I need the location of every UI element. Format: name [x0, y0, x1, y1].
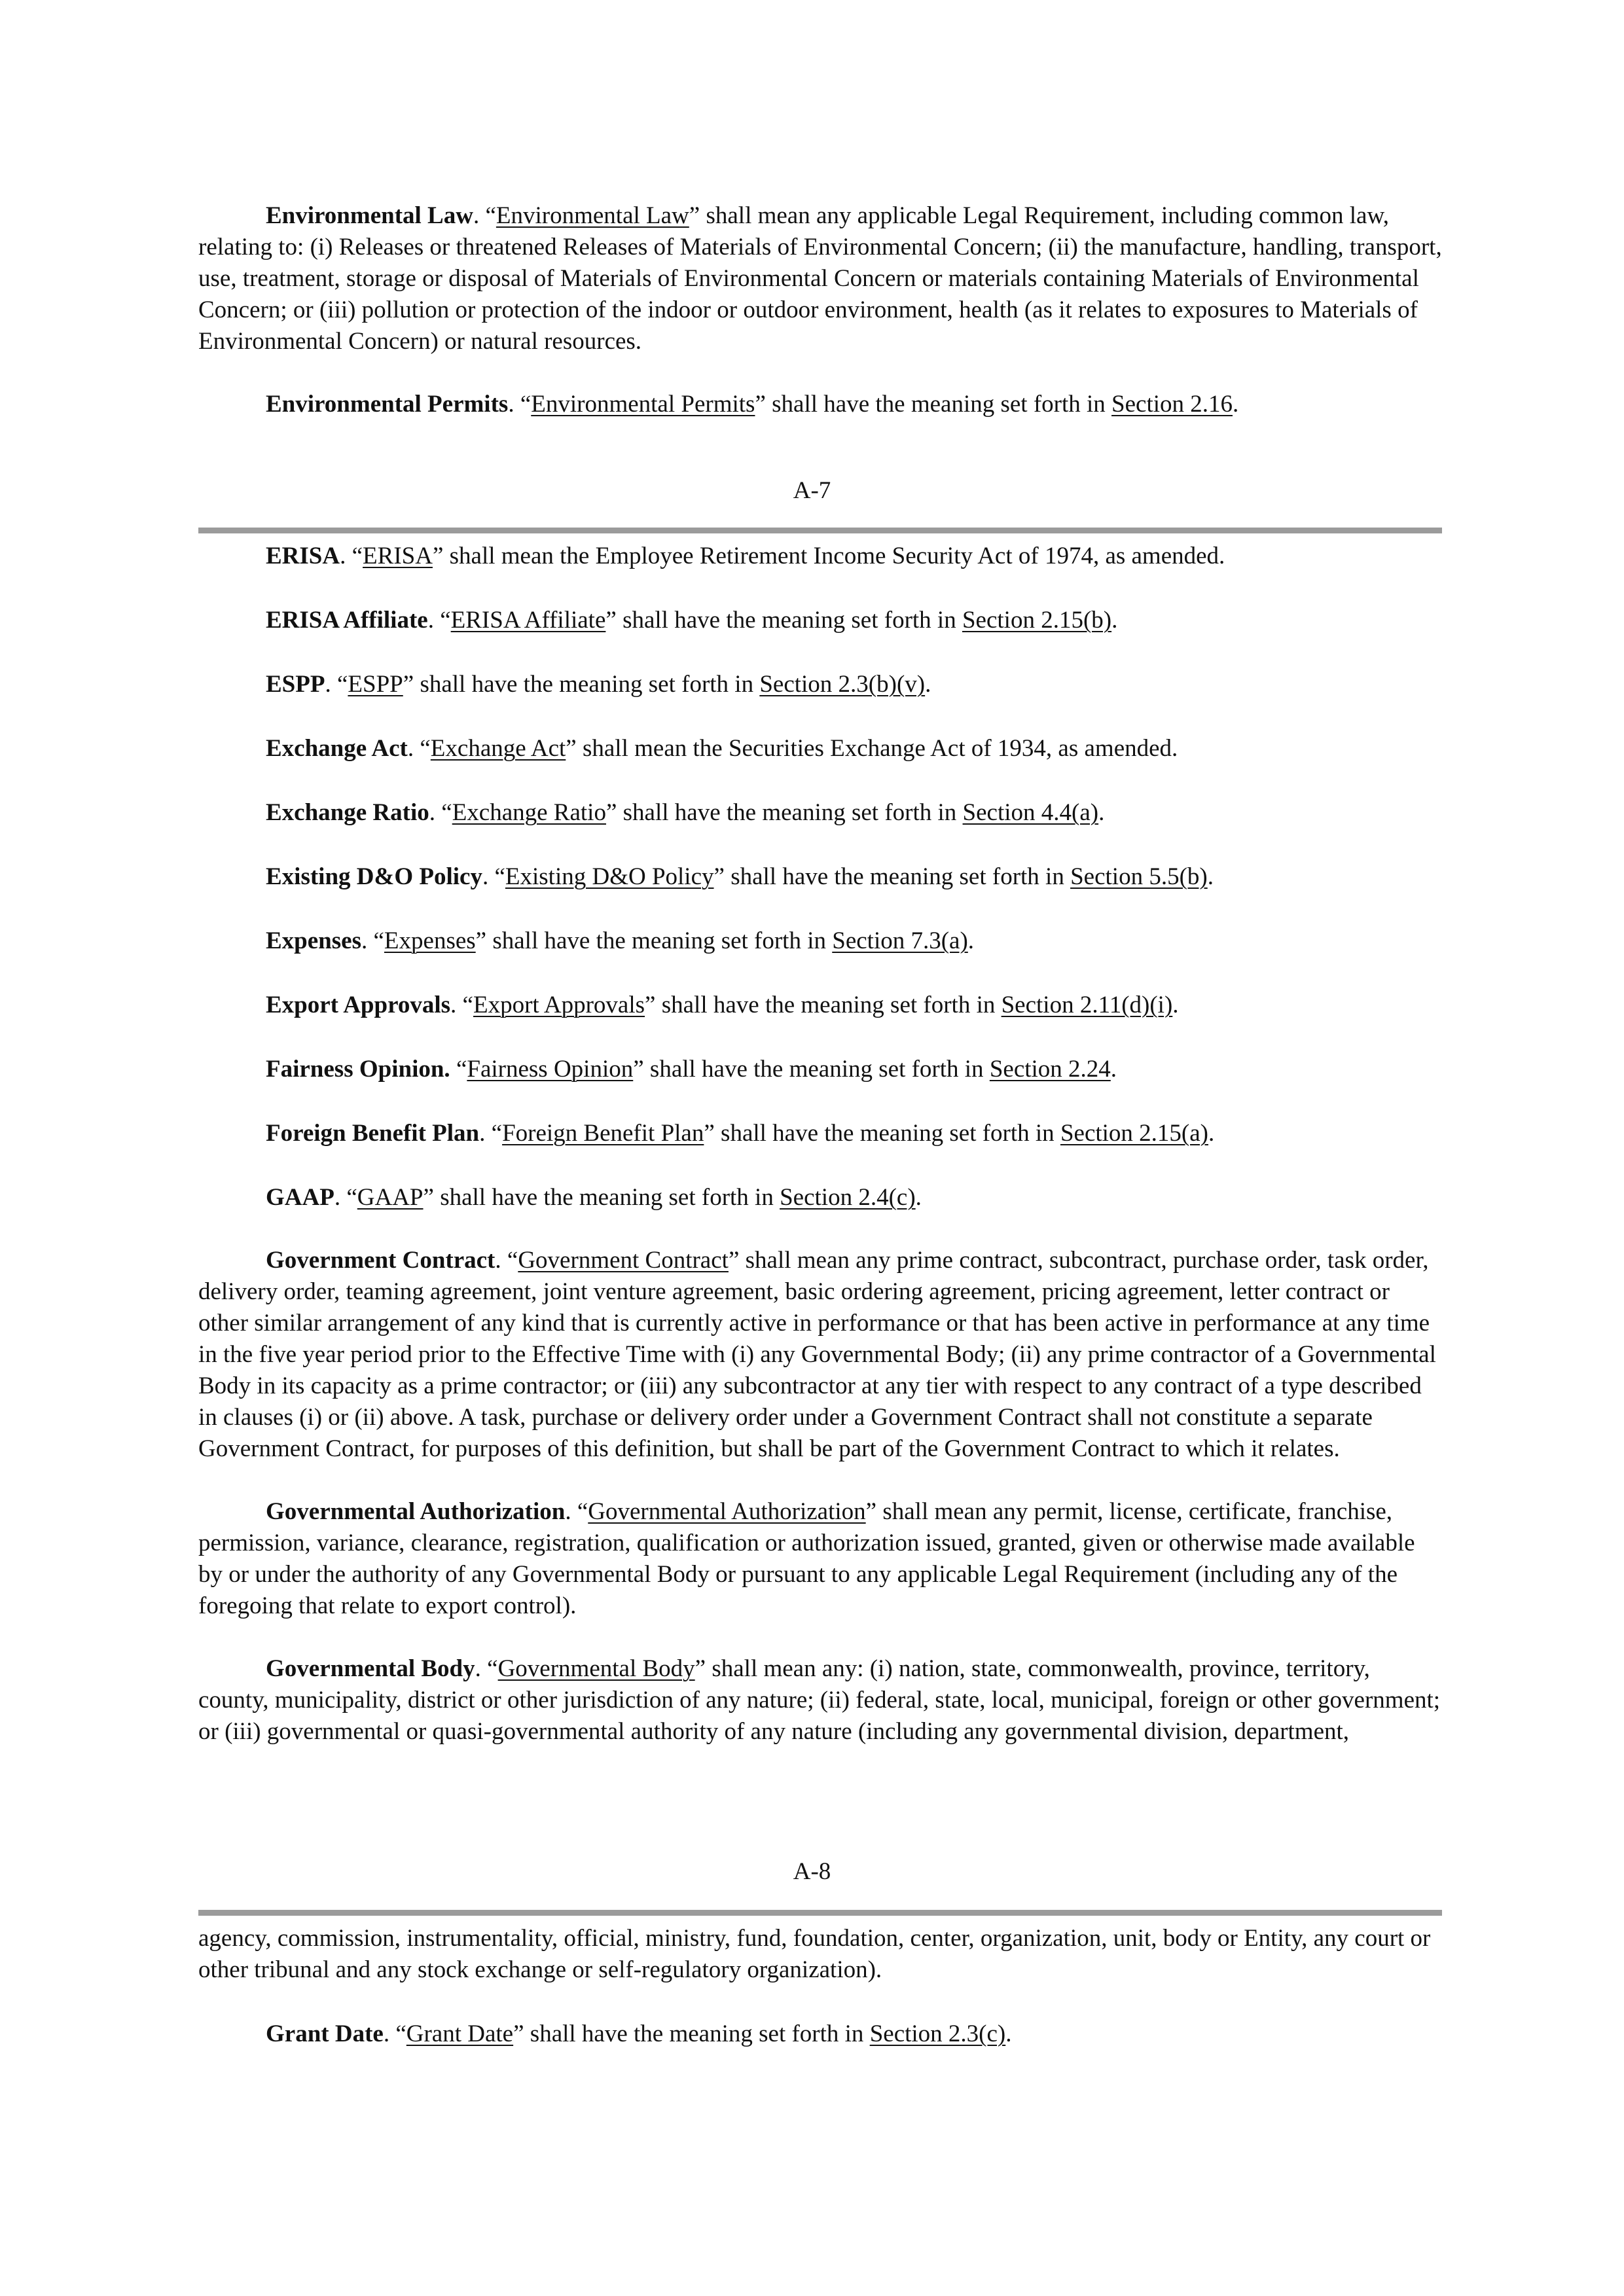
page-number: A-7: [793, 477, 831, 504]
section-cross-reference: Section 2.24: [989, 1056, 1111, 1083]
section-cross-reference: Section 2.11(d)(i): [1001, 992, 1173, 1018]
defined-term: GAAP: [266, 1184, 334, 1211]
definition-export-approvals: Export Approvals. “Export Approvals” shall have the meaning set forth in Section 2.11(d)(i).: [266, 992, 1179, 1018]
definition-expenses: Expenses. “Expenses” shall have the meaning set forth in Section 7.3(a).: [266, 927, 975, 954]
term-reference: Governmental Authorization: [588, 1498, 866, 1525]
definition-erisa: ERISA. “ERISA” shall mean the Employee Retirement Income Security Act of 1974, as amended.: [266, 543, 1225, 569]
section-cross-reference: Section 5.5(b): [1070, 863, 1208, 890]
term-reference: Existing D&O Policy: [505, 863, 714, 890]
defined-term: Expenses: [266, 927, 361, 954]
defined-term: ERISA Affiliate: [266, 607, 428, 634]
definition-erisa-affiliate: ERISA Affiliate. “ERISA Affiliate” shall have the meaning set forth in Section 2.15(b).: [266, 607, 1118, 634]
definition-fairness-opinion: Fairness Opinion. “Fairness Opinion” shall have the meaning set forth in Section 2.24.: [266, 1056, 1117, 1083]
term-reference: Governmental Body: [497, 1655, 695, 1682]
section-cross-reference: Section 2.15(b): [962, 607, 1112, 634]
defined-term: Government Contract: [266, 1247, 496, 1274]
defined-term: Existing D&O Policy: [266, 863, 482, 890]
term-reference: Expenses: [384, 927, 476, 954]
term-reference: Grant Date: [406, 2020, 514, 2047]
term-reference: Exchange Ratio: [452, 799, 606, 826]
section-cross-reference: Section 2.4(c): [780, 1184, 916, 1211]
page-a9-body: [198, 1923, 1442, 2050]
defined-term: ESPP: [266, 671, 325, 698]
term-reference: ERISA Affiliate: [450, 607, 606, 634]
defined-term: Fairness Opinion.: [266, 1056, 450, 1083]
term-reference: Foreign Benefit Plan: [502, 1120, 704, 1147]
term-reference: ESPP: [348, 671, 403, 698]
definition-government-contract: Government Contract. “Government Contract” shall mean any prime contract, subcontract, purchase order, task order, delivery order, teaming agreement, joint venture agreement, basic ordering agreement, pricing agreement, letter contract or other similar arrangement of any kind that is currently active in performance or that has been active in performance at any time in the five year period prior to the Effective Time with (i) any Governmental Body; (ii) any prime contractor of a Governmental Body in its capacity as a prime contractor; or (iii) any subcontractor at any tier with respect to any contract of a type described in clauses (i) or (ii) above. A task, purchase or delivery order under a Government Contract shall not constitute a separate Government Contract, for purposes of this definition, but shall be part of the Government Contract to which it relates.: [198, 1247, 1436, 1462]
defined-term: Governmental Authorization: [266, 1498, 566, 1525]
definition-governmental-body: Governmental Body. “Governmental Body” shall mean any: (i) nation, state, commonwealth, province, territory, county, municipality, district or other jurisdiction of any nature; (ii) federal, state, local, municipal, foreign or other government; or (iii) governmental or quasi-governmental authority of any nature (including any governmental division, department,: [198, 1655, 1441, 1745]
term-reference: Export Approvals: [473, 992, 645, 1018]
defined-term: Exchange Ratio: [266, 799, 429, 826]
definition-existing-do-policy: Existing D&O Policy. “Existing D&O Policy” shall have the meaning set forth in Section 5.5(b).: [266, 863, 1214, 890]
page-a8-body: [198, 541, 1442, 1748]
definition-exchange-act: Exchange Act. “Exchange Act” shall mean the Securities Exchange Act of 1934, as amended.: [266, 735, 1178, 762]
defined-term: Environmental Law: [266, 202, 473, 229]
definition-environmental-permits: Environmental Permits. “Environmental Permits” shall have the meaning set forth in Section 2.16.: [266, 391, 1239, 418]
defined-term: Exchange Act: [266, 735, 408, 762]
section-cross-reference: Section 2.15(a): [1060, 1120, 1208, 1147]
definition-grant-date: Grant Date. “Grant Date” shall have the meaning set forth in Section 2.3(c).: [266, 2020, 1012, 2047]
defined-term: Environmental Permits: [266, 391, 509, 418]
section-cross-reference: Section 2.16: [1111, 391, 1233, 418]
definition-environmental-law: Environmental Law. “Environmental Law” shall mean any applicable Legal Requirement, including common law, relating to: (i) Releases or threatened Releases of Materials of Environmental Concern; (ii) the manufacture, handling, transport, use, treatment, storage or disposal of Materials of Environmental Concern or materials containing Materials of Environmental Concern; or (iii) pollution or protection of the indoor or outdoor environment, health (as it relates to exposures to Materials of Environmental Concern) or natural resources.: [198, 202, 1442, 355]
section-cross-reference: Section 2.3(b)(v): [759, 671, 926, 698]
term-reference: Environmental Law: [496, 202, 689, 229]
defined-term: Grant Date: [266, 2020, 384, 2047]
defined-term: Governmental Body: [266, 1655, 475, 1682]
defined-term: Foreign Benefit Plan: [266, 1120, 480, 1147]
term-reference: GAAP: [357, 1184, 424, 1211]
definition-governmental-authorization: Governmental Authorization. “Governmental Authorization” shall mean any permit, license, certificate, franchise, permission, variance, clearance, registration, qualification or authorization issued, granted, given or otherwise made available by or under the authority of any Governmental Body or pursuant to any applicable Legal Requirement (including any of the foregoing that relate to export control).: [198, 1498, 1415, 1619]
page-number: A-8: [793, 1858, 831, 1885]
defined-term: Export Approvals: [266, 992, 451, 1018]
section-cross-reference: Section 4.4(a): [962, 799, 1099, 826]
term-reference: Fairness Opinion: [467, 1056, 634, 1083]
definition-exchange-ratio: Exchange Ratio. “Exchange Ratio” shall have the meaning set forth in Section 4.4(a).: [266, 799, 1105, 826]
page-a7-body: [198, 200, 1442, 420]
section-cross-reference: Section 2.3(c): [869, 2020, 1006, 2047]
page-break-divider: [198, 1910, 1442, 1916]
continuation-text: agency, commission, instrumentality, official, ministry, fund, foundation, center, organization, unit, body or Entity, any court or other tribunal and any stock exchange or self-regulatory organization).: [198, 1925, 1431, 1983]
defined-term: ERISA: [266, 543, 340, 569]
term-reference: Government Contract: [518, 1247, 729, 1274]
term-reference: Exchange Act: [430, 735, 566, 762]
definition-gaap: GAAP. “GAAP” shall have the meaning set forth in Section 2.4(c).: [266, 1184, 922, 1211]
definition-espp: ESPP. “ESPP” shall have the meaning set forth in Section 2.3(b)(v).: [266, 671, 931, 698]
term-reference: Environmental Permits: [531, 391, 755, 418]
definition-foreign-benefit-plan: Foreign Benefit Plan. “Foreign Benefit Plan” shall have the meaning set forth in Section 2.15(a).: [266, 1120, 1215, 1147]
section-cross-reference: Section 7.3(a): [832, 927, 968, 954]
term-reference: ERISA: [363, 543, 433, 569]
page-break-divider: [198, 528, 1442, 533]
